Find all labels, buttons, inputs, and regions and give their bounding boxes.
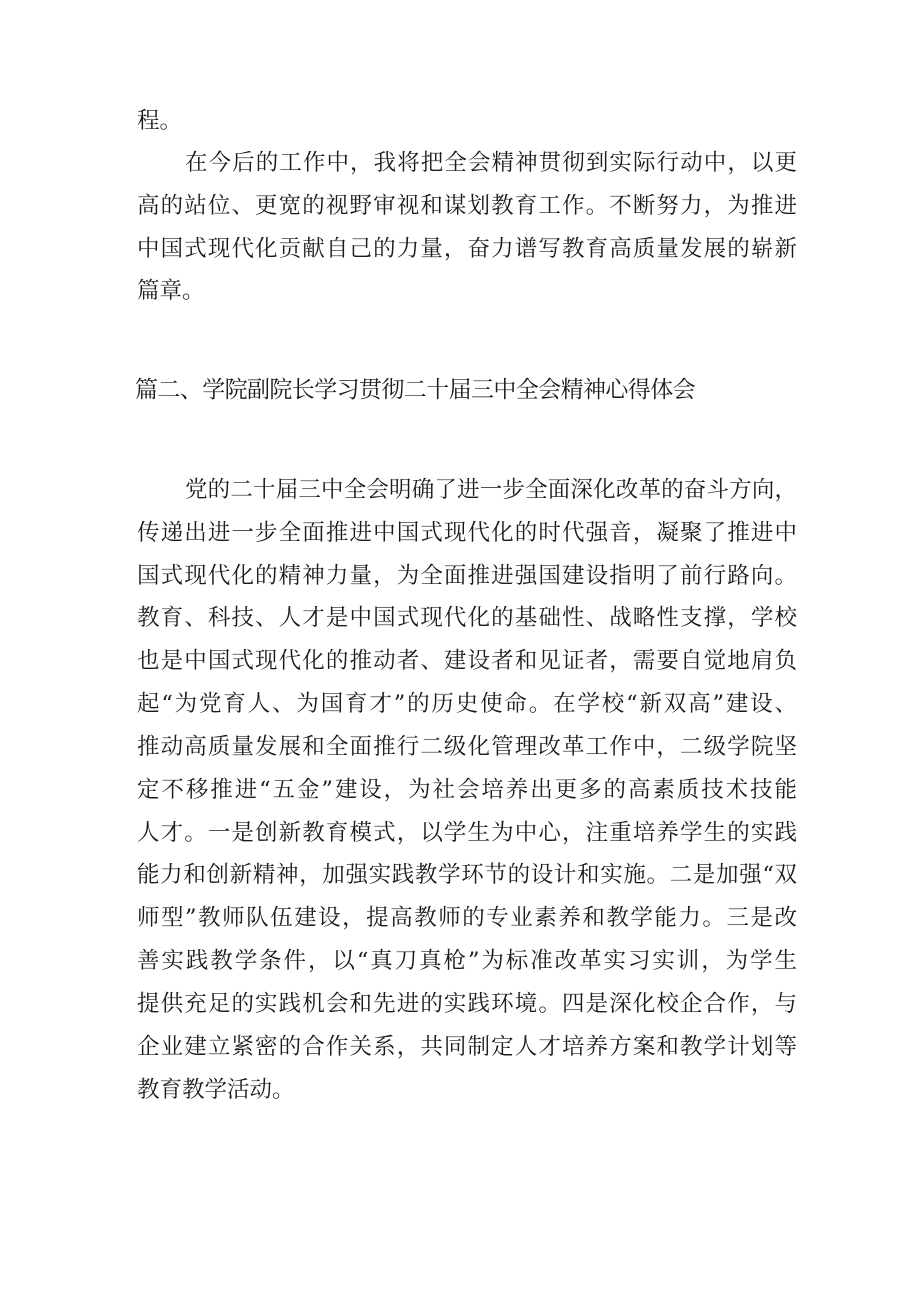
paragraph-line: 教育教学活动。 <box>137 1077 295 1103</box>
paragraph-line: 提供充足的实践机会和先进的实践环境。四是深化校企合作，与 <box>137 991 797 1017</box>
paragraph-line: 推动高质量发展和全面推行二级化管理改革工作中，二级学院坚 <box>137 734 797 760</box>
paragraph-line: 高的站位、更宽的视野审视和谋划教育工作。不断努力，为推进 <box>137 193 797 219</box>
paragraph-line: 能力和创新精神，加强实践教学环节的设计和实施。二是加强“双 <box>137 862 797 888</box>
paragraph-line: 定不移推进“五金”建设，为社会培养出更多的高素质技术技能 <box>137 777 797 803</box>
section-heading: 篇二、学院副院长学习贯彻二十届三中全会精神心得体会 <box>135 377 696 403</box>
paragraph-line: 在今后的工作中，我将把全会精神贯彻到实际行动中，以更 <box>185 150 797 176</box>
paragraph-line: 党的二十届三中全会明确了进一步全面深化改革的奋斗方向， <box>185 477 797 503</box>
paragraph-line: 善实践教学条件，以“真刀真枪”为标准改革实习实训，为学生 <box>137 948 797 974</box>
paragraph-line: 企业建立紧密的合作关系，共同制定人才培养方案和教学计划等 <box>137 1034 797 1060</box>
prev-paragraph-tail: 程。 <box>137 108 183 134</box>
paragraph-line: 传递出进一步全面推进中国式现代化的时代强音，凝聚了推进中 <box>137 520 797 546</box>
paragraph-line: 也是中国式现代化的推动者、建设者和见证者，需要自觉地肩负 <box>137 648 797 674</box>
paragraph-line: 师型”教师队伍建设，提高教师的专业素养和教学能力。三是改 <box>137 905 797 931</box>
paragraph-line: 国式现代化的精神力量，为全面推进强国建设指明了前行路向。 <box>137 563 797 589</box>
paragraph-line: 人才。一是创新教育模式，以学生为中心，注重培养学生的实践 <box>137 820 797 846</box>
paragraph-line: 中国式现代化贡献自己的力量，奋力谱写教育高质量发展的崭新 <box>137 236 797 262</box>
paragraph-line: 篇章。 <box>137 278 205 304</box>
paragraph-line: 教育、科技、人才是中国式现代化的基础性、战略性支撑，学校 <box>137 605 797 631</box>
paragraph-line: 起“为党育人、为国育才”的历史使命。在学校“新双高”建设、 <box>137 691 797 717</box>
